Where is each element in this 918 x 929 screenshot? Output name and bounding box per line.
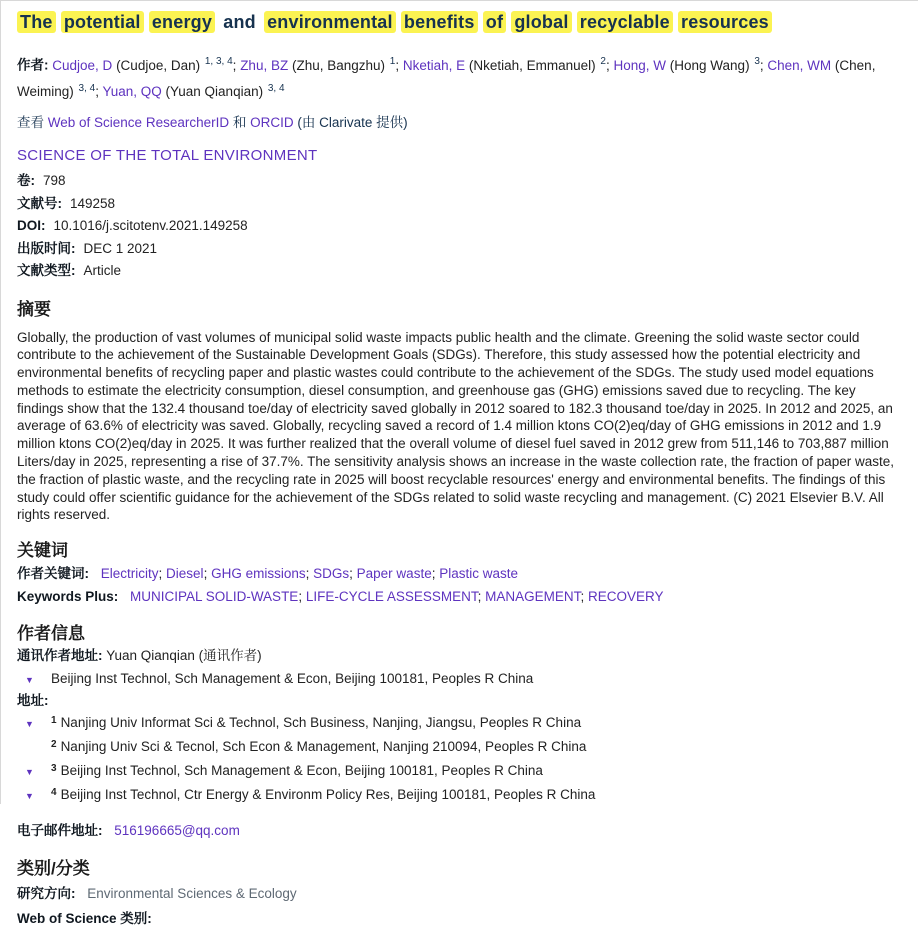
title-word: benefits xyxy=(401,11,478,33)
keyword-separator: ; xyxy=(158,566,167,582)
research-areas-row xyxy=(17,883,904,904)
keyword-separator: ; xyxy=(203,566,212,582)
author-fullname: (Hong Wang) xyxy=(666,57,754,73)
address-number-sup: 1 xyxy=(51,715,57,727)
article-title xyxy=(17,9,904,36)
address-text: Beijing Inst Technol, Ctr Energy & Environm Policy Res, Beijing 100181, Peoples R China xyxy=(60,787,596,803)
addresses-label: 地址: xyxy=(17,692,49,708)
title-word: of xyxy=(483,11,506,33)
author-keyword-link[interactable]: GHG emissions xyxy=(211,566,306,582)
author-fullname: (Zhu, Bangzhu) xyxy=(288,57,389,73)
and-label: 和 xyxy=(232,115,247,130)
author-separator: ; xyxy=(605,57,614,73)
addresses-label-row xyxy=(17,690,904,712)
title-word: environmental xyxy=(264,11,396,33)
title-word: The xyxy=(17,11,56,33)
title-word: global xyxy=(511,11,571,33)
researcherid-link[interactable]: Web of Science ResearcherID xyxy=(47,115,230,130)
field-value: 149258 xyxy=(70,195,116,211)
keywords-heading: 关键词 xyxy=(17,541,68,561)
email-row xyxy=(17,820,904,842)
field-label: 卷: xyxy=(17,173,35,188)
author-keywords-row xyxy=(17,563,904,585)
field-value: 798 xyxy=(43,173,66,188)
expand-triangle-icon[interactable]: ▼ xyxy=(25,674,34,685)
keywords-plus-list xyxy=(130,589,663,604)
title-word: energy xyxy=(149,11,215,33)
expand-triangle-icon[interactable]: ▼ xyxy=(25,791,34,802)
field-value: 10.1016/j.scitotenv.2021.149258 xyxy=(53,218,248,233)
keyword-separator: ; xyxy=(305,566,314,582)
keywords-plus-link[interactable]: LIFE-CYCLE ASSESSMENT xyxy=(305,588,478,604)
author-keyword-link[interactable]: Electricity xyxy=(100,566,159,582)
abstract-text: Globally, the production of vast volumes of municipal solid waste impacts public health and the climate. Greening the solid waste sector could contribute to the achievement of the Sustainable Development Goals (SDGs). Therefore, this study assessed how the potential electricity and environmental benefits of recycling paper and plastic wastes could contribute to the achievement of the SDGs. The study used model equations methods to estimate the electricity consumption, diesel consumption, and greenhouse gas (GHG) emissions saved due to recycling. The key findings show that the 132.4 thousand toe/day of electricity saved globally in 2012 soared to 182.3 thousand toe/day in 2025. In 2012 and 2025, an average of 63.6% of electricity was saved. Globally, recycling saved a record of 1.4 million ktons CO(2)eq/day of GHG emissions in 2012 and 1.9 million ktons CO(2)eq/day in 2025. It was further realized that the overall volume of diesel fuel saved in 2012 grew from 511,146 to 703,887 million Liters/day in 2025, representing a rise of 37.7%. The sensitivity analysis shows an increase in the waste collection rate, the fraction of paper waste, the fraction of plastic waste, and the recycling rate in 2025 will boost recyclable resources' energy and environmental benefits. The findings of this study could offer scientific guidance for the achievement of the SDGs related to solid waste recycling and management. (C) 2021 Elsevier B.V. All rights reserved. xyxy=(17,329,894,523)
address-row xyxy=(17,761,904,783)
research-areas-value: Environmental Sciences & Ecology xyxy=(87,886,297,902)
author-affiliation-sup: 1 xyxy=(389,56,396,67)
author-separator: ; xyxy=(759,57,768,73)
address-text: Beijing Inst Technol, Sch Management & Econ, Beijing 100181, Peoples R China xyxy=(60,763,543,779)
author-separator: ; xyxy=(95,84,103,99)
email-link[interactable]: 516196665@qq.com xyxy=(114,823,240,839)
address-text: Nanjing Univ Informat Sci & Technol, Sch Business, Nanjing, Jiangsu, Peoples R China xyxy=(60,715,582,731)
address-number-sup: 3 xyxy=(51,763,57,775)
title-word: potential xyxy=(61,11,144,33)
corresponding-address-row xyxy=(17,669,904,690)
author-separator: ; xyxy=(232,57,241,73)
title-word: recyclable xyxy=(577,11,673,33)
research-areas-label: 研究方向: xyxy=(17,886,76,902)
author-affiliation-sup: 3 xyxy=(754,56,760,67)
address-row xyxy=(17,713,904,735)
author-keyword-link[interactable]: Paper waste xyxy=(356,566,432,582)
addresses-list xyxy=(17,713,904,807)
field-row xyxy=(17,238,904,261)
field-label: 文献号: xyxy=(17,195,62,211)
bibliographic-fields xyxy=(17,170,904,283)
keywords-plus-link[interactable]: RECOVERY xyxy=(587,588,664,604)
authors-label: 作者: xyxy=(17,57,49,73)
author-affiliation-sup: 2 xyxy=(600,56,606,67)
author-keywords-list xyxy=(101,566,518,581)
journal-link[interactable]: SCIENCE OF THE TOTAL ENVIRONMENT xyxy=(17,147,318,164)
keywords-plus-link[interactable]: MANAGEMENT xyxy=(485,588,581,604)
field-row xyxy=(17,260,904,283)
view-label: 查看 xyxy=(17,115,44,130)
title-word: resources xyxy=(678,11,772,33)
address-number-sup: 4 xyxy=(51,787,57,799)
authors-list xyxy=(17,58,875,100)
title-word: and xyxy=(223,12,256,32)
expand-triangle-icon[interactable]: ▼ xyxy=(25,719,34,730)
author-fullname: (Nketiah, Emmanuel) xyxy=(465,57,600,73)
corresponding-author-label: 通讯作者地址: xyxy=(17,648,103,664)
categories-heading: 类别/分类 xyxy=(17,859,90,879)
journal-row xyxy=(17,147,904,165)
author-keyword-link[interactable]: Plastic waste xyxy=(439,566,518,582)
field-label: 出版时间: xyxy=(17,240,76,256)
keywords-plus-label: Keywords Plus: xyxy=(17,588,119,604)
author-link[interactable]: Hong, W xyxy=(613,57,667,73)
corresponding-author-value: Yuan Qianqian (通讯作者) xyxy=(106,648,262,664)
field-value: DEC 1 2021 xyxy=(83,240,158,256)
corresponding-author-row xyxy=(17,645,904,667)
provided-by-label: (由 Clarivate 提供) xyxy=(297,115,408,130)
author-fullname: (Chen, Weiming) xyxy=(17,57,876,99)
author-keywords-label: 作者关键词: xyxy=(17,566,89,582)
field-row xyxy=(17,193,904,216)
article-record-page xyxy=(1,1,918,929)
authors-line xyxy=(17,50,903,103)
field-label: 文献类型: xyxy=(17,263,76,278)
wos-categories-label-cutoff: Web of Science 类别: xyxy=(17,911,152,927)
author-link[interactable]: Cudjoe, D xyxy=(52,57,113,73)
keywords-plus-link[interactable]: MUNICIPAL SOLID-WASTE xyxy=(130,588,299,604)
author-affiliation-sup: 1, 3, 4 xyxy=(204,56,233,67)
keyword-separator: ; xyxy=(298,588,306,604)
address-number-sup: 2 xyxy=(51,739,57,751)
keyword-separator: ; xyxy=(477,588,486,604)
author-link[interactable]: Chen, WM xyxy=(767,57,832,73)
field-label: DOI: xyxy=(17,218,46,233)
field-row xyxy=(17,215,904,238)
author-affiliation-sup: 3, 4 xyxy=(78,82,96,94)
researcher-id-line xyxy=(17,111,904,131)
expand-triangle-icon[interactable]: ▼ xyxy=(25,767,34,778)
author-info-heading: 作者信息 xyxy=(17,624,85,644)
author-separator: ; xyxy=(395,57,403,73)
keyword-separator: ; xyxy=(580,588,588,604)
author-link[interactable]: Yuan, QQ xyxy=(102,84,162,99)
author-keyword-link[interactable]: SDGs xyxy=(313,566,350,582)
address-row xyxy=(17,737,904,759)
field-row xyxy=(17,170,904,193)
author-link[interactable]: Zhu, BZ xyxy=(240,57,289,73)
keyword-separator: ; xyxy=(431,566,440,582)
orcid-link[interactable]: ORCID xyxy=(250,115,294,130)
abstract-heading: 摘要 xyxy=(17,299,51,319)
corresponding-address-text: Beijing Inst Technol, Sch Management & Econ, Beijing 100181, Peoples R China xyxy=(51,670,534,686)
keywords-plus-row xyxy=(17,586,904,608)
address-text: Nanjing Univ Sci & Tecnol, Sch Econ & Management, Nanjing 210094, Peoples R China xyxy=(60,739,587,755)
author-fullname: (Yuan Qianqian) xyxy=(161,84,267,99)
field-value: Article xyxy=(83,263,122,278)
author-keyword-link[interactable]: Diesel xyxy=(166,566,204,582)
author-affiliation-sup: 3, 4 xyxy=(267,82,285,94)
keyword-separator: ; xyxy=(349,566,357,582)
author-fullname: (Cudjoe, Dan) xyxy=(112,57,204,73)
email-label: 电子邮件地址: xyxy=(17,823,103,839)
author-link[interactable]: Nketiah, E xyxy=(402,57,466,73)
